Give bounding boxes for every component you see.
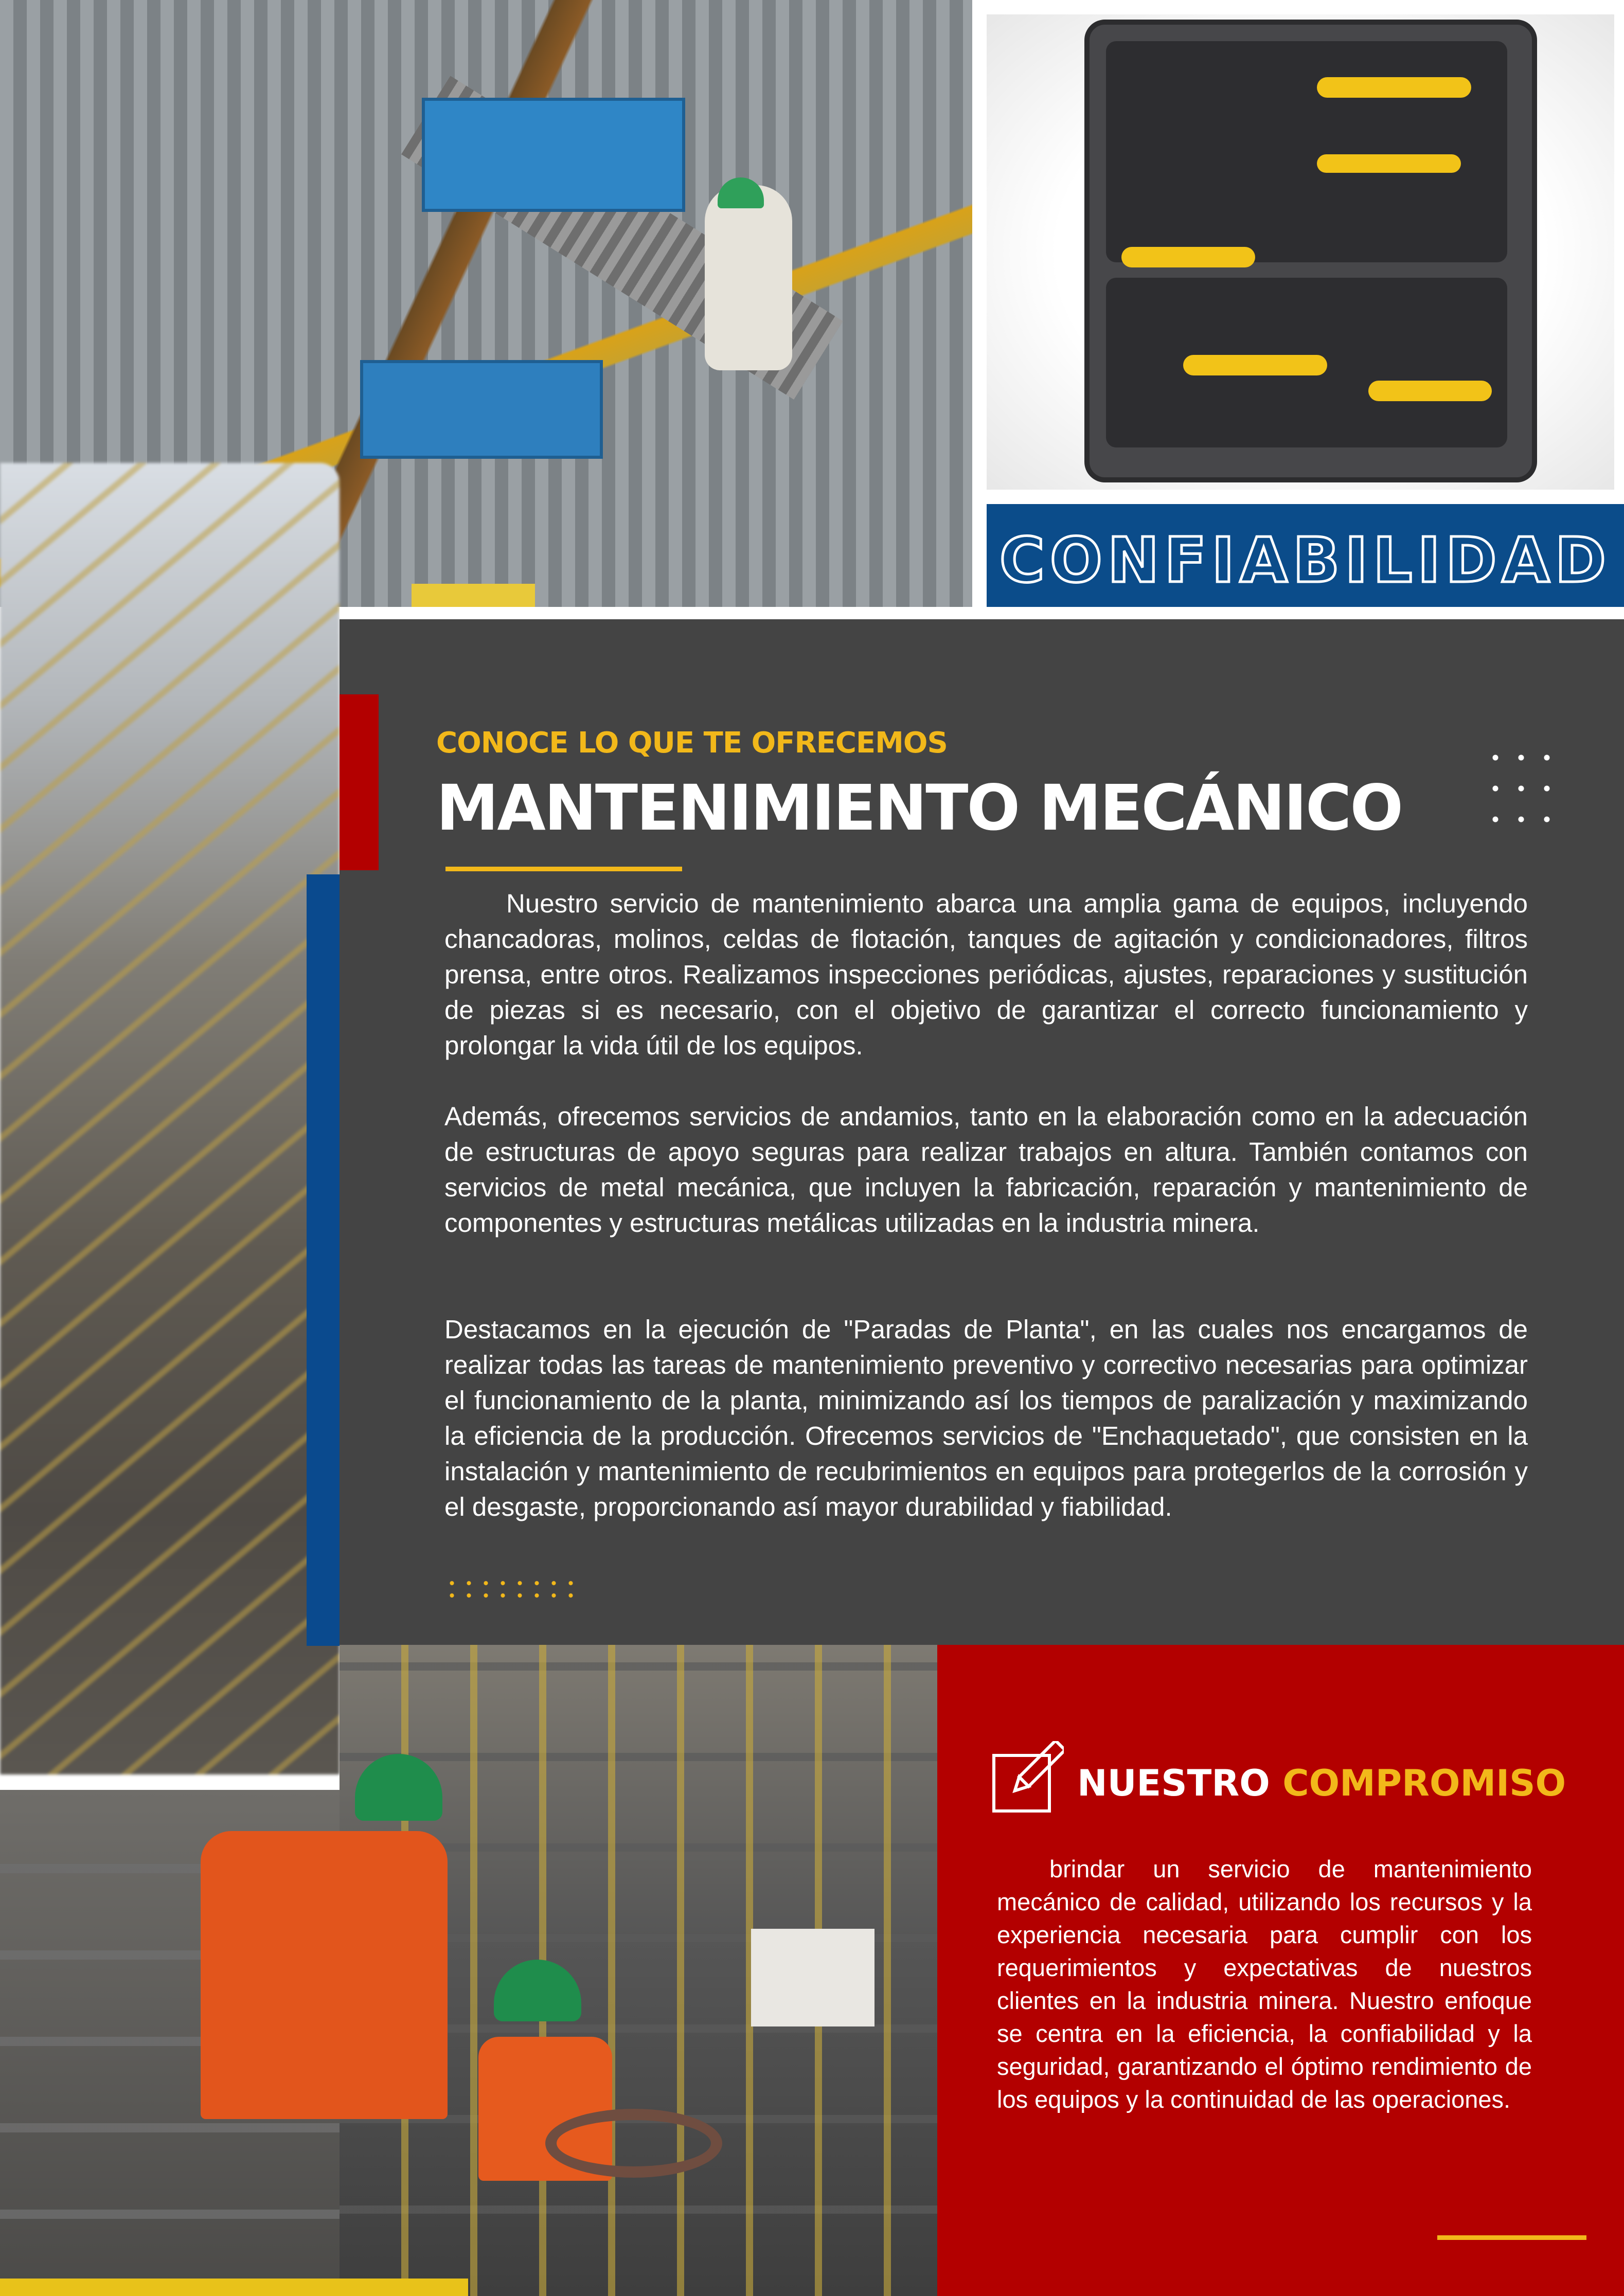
- valve-wheel: [545, 2109, 722, 2178]
- separator: [340, 607, 1624, 619]
- title-underline: [445, 867, 682, 871]
- compromiso-title-part2: COMPROMISO: [1282, 1762, 1566, 1804]
- red-accent-tab: [340, 694, 379, 870]
- crane-sign: [412, 584, 535, 607]
- tool-handle: [1317, 154, 1461, 173]
- compromiso-rule: [1437, 2235, 1586, 2240]
- plant-stairs-photo: [0, 463, 340, 1774]
- section-eyebrow: CONOCE LO QUE TE OFRECEMOS: [436, 726, 948, 760]
- edit-icon: [992, 1741, 1064, 1813]
- paragraph-1: Nuestro servicio de mantenimiento abarca una amplia gama de equipos, incluyendo chancadoras, molinos, celdas de flotación, tanques de agitación y condicionadores, filtros prensa, entre otros. Realizamos inspecciones periódicas, ajustes, reparaciones y sustitución de piezas si es necesario, con el objetivo de garantizar el correcto funcionamiento y prolongar la vida útil de los equipos.: [444, 889, 1528, 1060]
- tool-handle: [1183, 355, 1327, 375]
- bottom-accent-bar: [0, 2279, 468, 2296]
- tool-handle: [1317, 77, 1471, 98]
- tool-handle: [1121, 247, 1255, 267]
- worker-vest: [201, 1831, 448, 2119]
- tool-handle: [1368, 381, 1492, 401]
- crane-hoist-lower: [360, 360, 603, 459]
- crane-worker: [705, 185, 792, 370]
- compromiso-title: [1077, 1762, 1566, 1804]
- crane-hoist-upper: [422, 98, 685, 212]
- notice-paper: [751, 1929, 875, 2026]
- compromiso-text: brindar un servicio de mantenimiento mecánico de calidad, utilizando los recursos y la experiencia necesaria para cumplir con los requerimientos y expectativas de nuestros clientes en la industria minera. Nuestro enfoque se centra en la eficiencia, la confiabilidad y la seguridad, garantizando el óptimo rendimiento de los equipos y la continuidad de las operaciones.: [997, 1855, 1532, 2113]
- toolkit-tray-wrenches: [1106, 41, 1507, 262]
- section-title: MANTENIMIENTO MECÁNICO: [436, 772, 1402, 845]
- banner-text: CONFIABILIDAD: [999, 525, 1612, 597]
- blue-accent-tab: [307, 874, 340, 1646]
- paragraph-2: Además, ofrecemos servicios de andamios, tanto en la elaboración como en la adecuación de estructuras de apoyo seguras para realizar trabajos en altura. También contamos con servicios de metal mecánica, que incluyen la fabricación, reparación y mantenimiento de componentes y estructuras metálicas utilizadas en la industria minera.: [444, 1102, 1528, 1237]
- compromiso-title-part1: NUESTRO: [1077, 1762, 1270, 1804]
- dots-decoration-small: [443, 1577, 579, 1602]
- paragraph-3: Destacamos en la ejecución de "Paradas de Planta", en las cuales nos encargamos de realizar todas las tareas de mantenimiento preventivo y correctivo necesarias para optimizar el funcionamiento de la planta, minimizando así los tiempos de paralización y maximizando la eficiencia de la producción. Ofrecemos servicios de "Enchaquetado", que consisten en la instalación y mantenimiento de recubrimientos en equipos para protegerlos de la corrosión y el desgaste, proporcionando así mayor durabilidad y fiabilidad.: [444, 1315, 1528, 1521]
- dots-decoration: [1483, 742, 1560, 845]
